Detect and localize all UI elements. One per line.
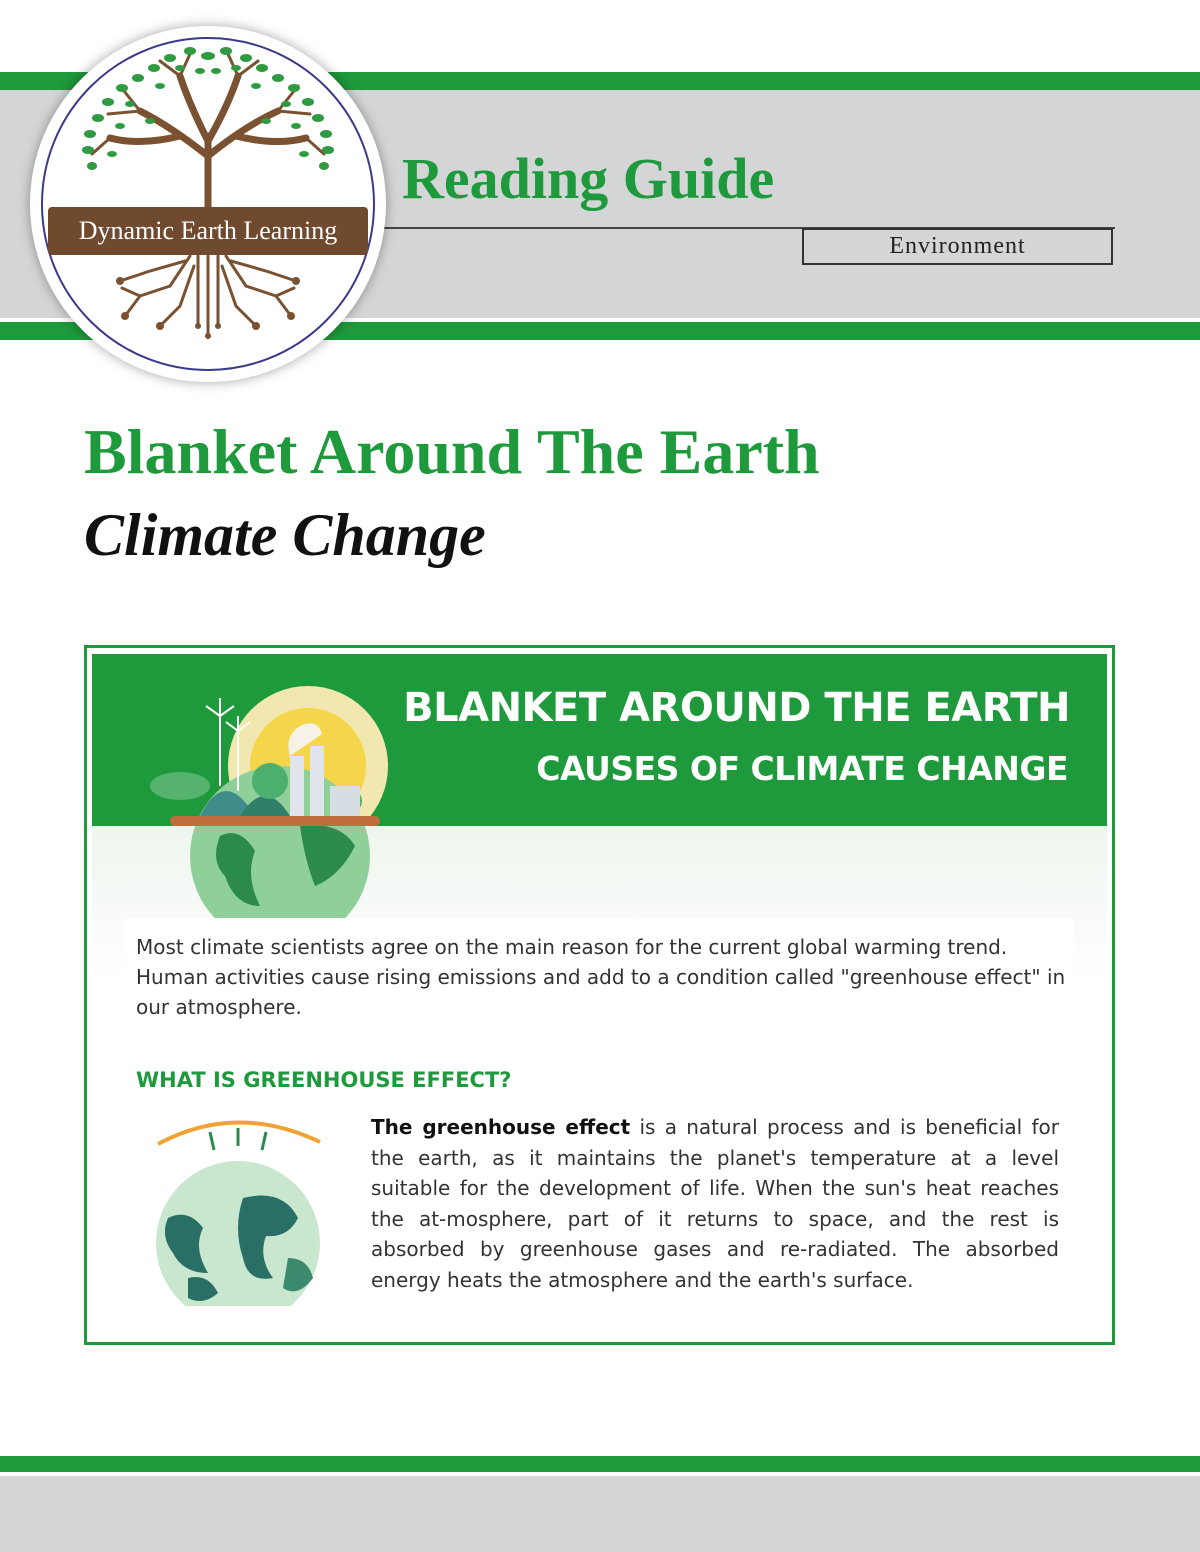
infographic-title: BLANKET AROUND THE EARTH: [403, 685, 1070, 731]
footer-band: [0, 1476, 1200, 1552]
greenhouse-heading: WHAT IS GREENHOUSE EFFECT?: [136, 1068, 512, 1092]
document-title: Blanket Around The Earth: [84, 416, 820, 487]
greenhouse-globe-icon: [148, 1108, 328, 1308]
infographic-subtitle: CAUSES OF CLIMATE CHANGE: [536, 749, 1068, 788]
earth-factory-illustration-icon: [140, 676, 400, 926]
logo: [30, 26, 386, 382]
document-subtitle: Climate Change: [84, 502, 486, 568]
greenhouse-lead: The greenhouse effect: [371, 1115, 631, 1139]
footer-stripe: [0, 1456, 1200, 1472]
greenhouse-paragraph: [371, 1112, 1059, 1295]
logo-text: Dynamic Earth Learning: [48, 207, 368, 255]
subject-label: Environment: [802, 228, 1113, 265]
guide-title: Reading Guide: [402, 146, 775, 211]
greenhouse-body: is a natural process and is beneficial for the earth, as it maintains the planet's temperature at a level suitable for the development of life. When the sun's heat reaches the at-mosphere, part of it returns to space, and the rest is absorbed by greenhouse gases and re-radiated. The absorbed energy heats the atmosphere and the earth's surface.: [371, 1115, 1059, 1292]
tree-logo-icon: [30, 26, 386, 382]
intro-paragraph: Most climate scientists agree on the main reason for the current global warming trend. Human activities cause rising emissions and add to a condition called "greenhouse effect" in our atmosphere.: [136, 935, 1066, 1019]
